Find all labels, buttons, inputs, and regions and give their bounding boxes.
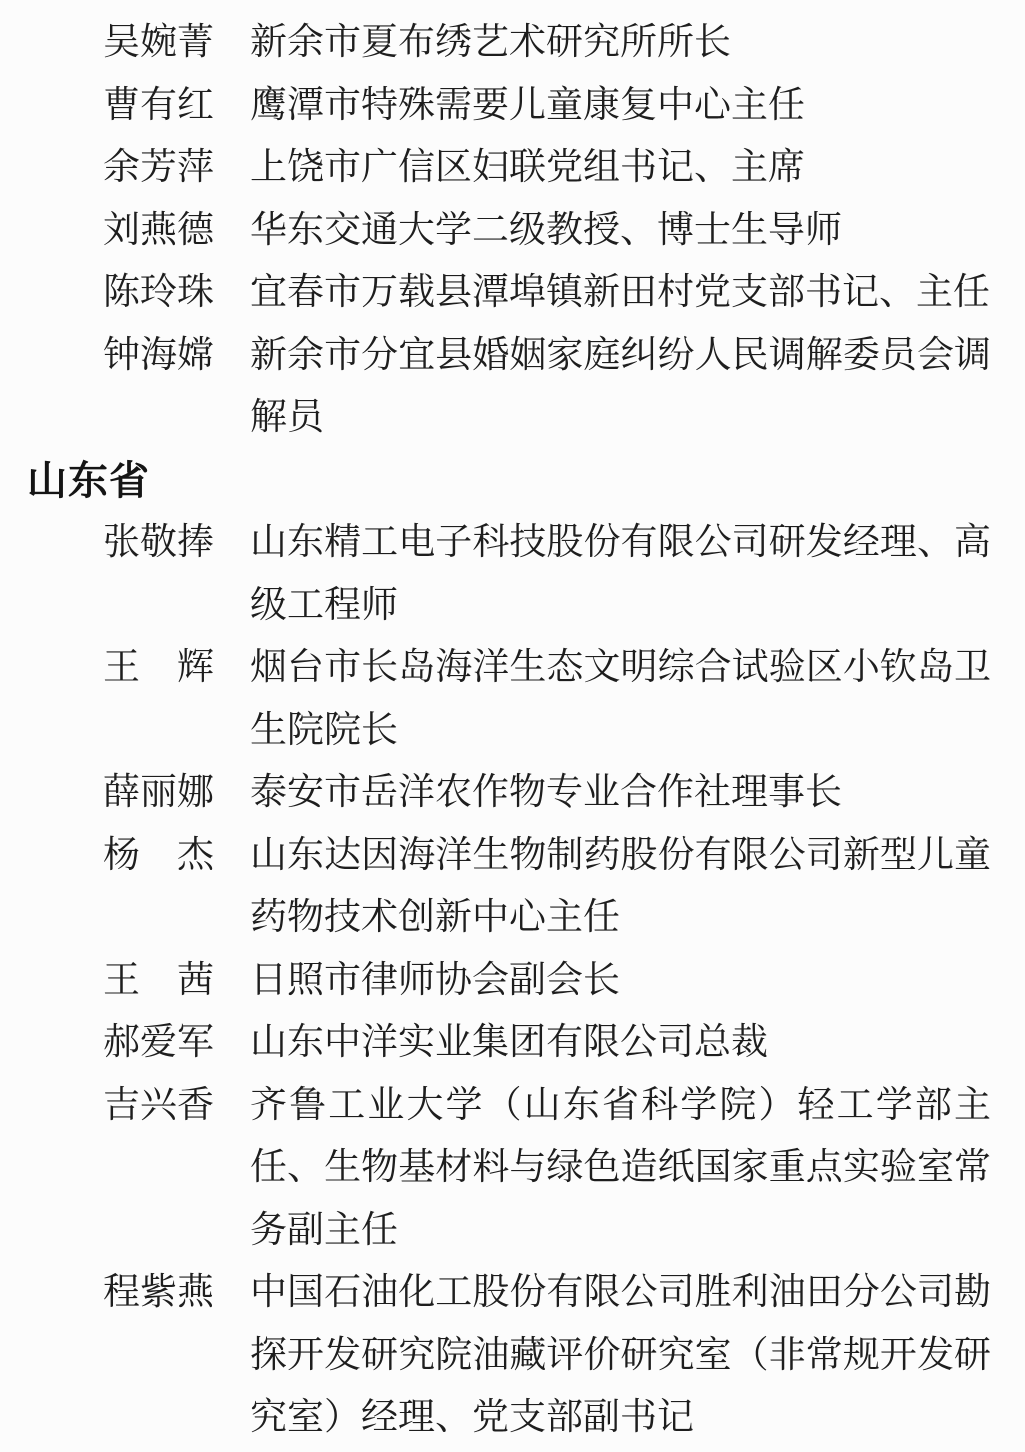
list-entry	[103, 200, 1025, 263]
list-entry	[103, 512, 1025, 637]
entry-title: 新余市夏布绣艺术研究所所长	[250, 22, 731, 63]
entry-name: 杨 杰	[103, 834, 214, 876]
list-entry	[103, 762, 1025, 825]
entry-title: 新余市分宜县婚姻家庭纠纷人民调解委员会调解员	[250, 334, 991, 438]
entry-name: 薛丽娜	[103, 772, 214, 813]
entry-name: 吴婉菁	[103, 22, 214, 63]
list-entry	[103, 137, 1025, 200]
entry-title: 华东交通大学二级教授、博士生导师	[250, 209, 842, 251]
entry-name: 王 辉	[103, 647, 214, 688]
entry-title: 上饶市广信区妇联党组书记、主席	[250, 147, 805, 188]
list-entry	[103, 1012, 1025, 1075]
entry-title: 山东达因海洋生物制药股份有限公司新型儿童药物技术创新中心主任	[250, 834, 991, 938]
entry-title: 泰安市岳洋农作物专业合作社理事长	[250, 772, 842, 813]
entry-title: 山东精工电子科技股份有限公司研发经理、高级工程师	[250, 522, 991, 626]
list-entry	[103, 325, 1025, 450]
list-entry	[103, 950, 1025, 1013]
list-entry	[103, 1075, 1025, 1263]
entry-title: 齐鲁工业大学（山东省科学院）轻工学部主任、生物基材料与绿色造纸国家重点实验室常务副主任	[250, 1084, 991, 1251]
section-header: 山东省	[27, 458, 150, 503]
entry-name: 余芳萍	[103, 147, 214, 188]
entry-name: 郝爱军	[103, 1022, 214, 1063]
entry-title: 日照市律师协会副会长	[250, 959, 620, 1001]
entry-name: 张敬捧	[103, 522, 214, 563]
entry-name: 陈玲珠	[103, 272, 214, 313]
entry-title: 烟台市长岛海洋生态文明综合试验区小钦岛卫生院院长	[250, 647, 991, 751]
list-entry	[103, 637, 1025, 762]
entry-name: 王 茜	[103, 959, 214, 1001]
list-entry	[103, 262, 1025, 325]
entry-name: 钟海嫦	[103, 334, 214, 376]
list-entry	[103, 75, 1025, 138]
entry-title: 中国石油化工股份有限公司胜利油田分公司勘探开发研究院油藏评价研究室（非常规开发研究室）经理、党支部副书记	[250, 1272, 991, 1438]
list-entry	[103, 1262, 1025, 1450]
entry-title: 鹰潭市特殊需要儿童康复中心主任	[250, 84, 805, 126]
entry-title: 宜春市万载县潭埠镇新田村党支部书记、主任	[250, 272, 990, 313]
entry-name: 曹有红	[103, 84, 214, 126]
entry-name: 刘燕德	[103, 209, 214, 251]
entry-name: 程紫燕	[103, 1272, 214, 1313]
entry-title: 山东中洋实业集团有限公司总裁	[250, 1022, 768, 1063]
list-entry	[103, 12, 1025, 75]
list-entry	[103, 825, 1025, 950]
entry-name: 吉兴香	[103, 1084, 214, 1126]
